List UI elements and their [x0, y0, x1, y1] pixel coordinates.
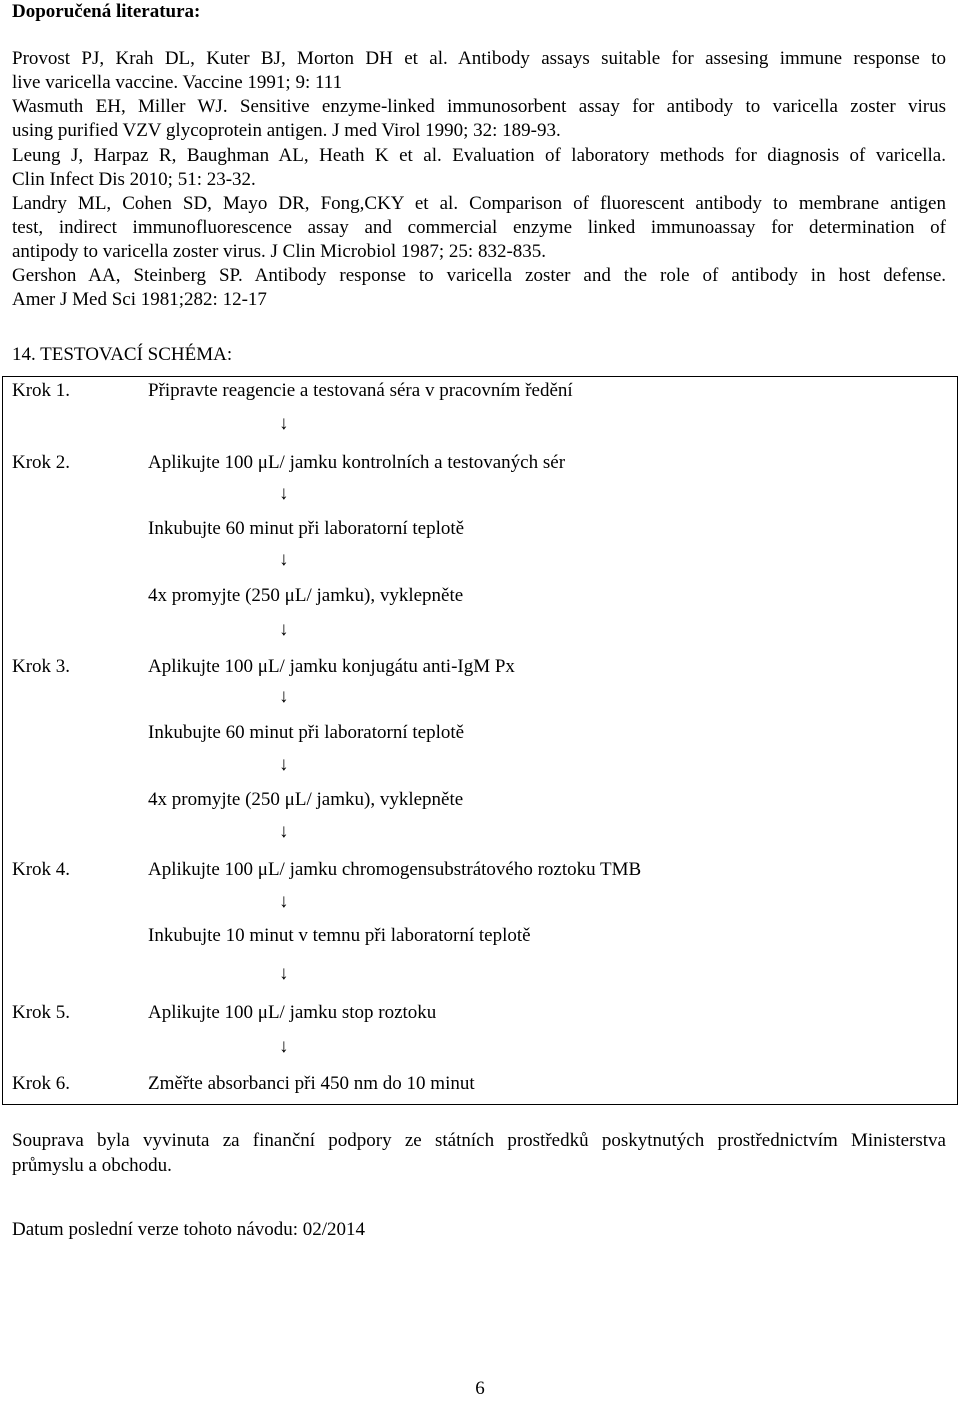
step-action: Změřte absorbanci při 450 nm do 10 minut — [148, 1073, 475, 1094]
reference-line: Landry ML, Cohen SD, Mayo DR, Fong,CKY et al. Comparison of fluorescent antibody to membrane antigen — [12, 193, 946, 214]
step-label: Krok 4. — [12, 859, 71, 880]
step-label: Krok 2. — [12, 452, 71, 473]
funding-note: průmyslu a obchodu. — [12, 1155, 172, 1176]
reference-line: Clin Infect Dis 2010; 51: 23-32. — [12, 169, 256, 190]
reference-line: using purified VZV glycoprotein antigen. J med Virol 1990; 32: 189-93. — [12, 120, 561, 141]
down-arrow-icon: ↓ — [279, 963, 289, 984]
reference-line: Wasmuth EH, Miller WJ. Sensitive enzyme-linked immunosorbent assay for antibody to varicella zoster virus — [12, 96, 946, 117]
step-action: Inkubujte 60 minut při laboratorní teplotě — [148, 518, 465, 539]
step-action: 4x promyjte (250 μL/ jamku), vyklepněte — [148, 789, 464, 810]
section-heading: 14. TESTOVACÍ SCHÉMA: — [12, 344, 233, 365]
reference-line: live varicella vaccine. Vaccine 1991; 9: 111 — [12, 72, 343, 93]
revision-date: Datum poslední verze tohoto návodu: 02/2014 — [12, 1219, 366, 1240]
reference-line: Amer J Med Sci 1981;282: 12-17 — [12, 289, 267, 310]
step-action: 4x promyjte (250 μL/ jamku), vyklepněte — [148, 585, 464, 606]
down-arrow-icon: ↓ — [279, 413, 289, 434]
reference-line: Leung J, Harpaz R, Baughman AL, Heath K et al. Evaluation of laboratory methods for diagnosis of varicella. — [12, 145, 946, 166]
reference-line: test, indirect immunofluorescence assay and commercial enzyme linked immunoassay for determination of — [12, 217, 946, 238]
down-arrow-icon: ↓ — [279, 686, 289, 707]
down-arrow-icon: ↓ — [279, 483, 289, 504]
down-arrow-icon: ↓ — [279, 619, 289, 640]
down-arrow-icon: ↓ — [279, 891, 289, 912]
step-label: Krok 1. — [12, 380, 71, 401]
page-number: 6 — [475, 1378, 485, 1399]
references-heading: Doporučená literatura: — [12, 1, 201, 22]
down-arrow-icon: ↓ — [279, 754, 289, 775]
step-action: Připravte reagencie a testovaná séra v pracovním ředění — [148, 380, 573, 401]
step-action: Aplikujte 100 μL/ jamku chromogensubstrátového roztoku TMB — [148, 859, 642, 880]
reference-line: Provost PJ, Krah DL, Kuter BJ, Morton DH et al. Antibody assays suitable for assesing immune response to — [12, 48, 946, 69]
down-arrow-icon: ↓ — [279, 549, 289, 570]
step-label: Krok 6. — [12, 1073, 71, 1094]
scheme-table — [2, 376, 958, 1105]
down-arrow-icon: ↓ — [279, 1036, 289, 1057]
step-action: Aplikujte 100 μL/ jamku kontrolních a testovaných sér — [148, 452, 566, 473]
reference-line: antipody to varicella zoster virus. J Clin Microbiol 1987; 25: 832-835. — [12, 241, 547, 262]
funding-note: Souprava byla vyvinuta za finanční podpory ze státních prostředků poskytnutých prostřednictvím Ministerstva — [12, 1130, 946, 1151]
step-label: Krok 5. — [12, 1002, 71, 1023]
down-arrow-icon: ↓ — [279, 821, 289, 842]
step-action: Aplikujte 100 μL/ jamku konjugátu anti-IgM Px — [148, 656, 515, 677]
step-action: Inkubujte 10 minut v temnu při laboratorní teplotě — [148, 925, 531, 946]
step-action: Aplikujte 100 μL/ jamku stop roztoku — [148, 1002, 437, 1023]
step-label: Krok 3. — [12, 656, 71, 677]
reference-line: Gershon AA, Steinberg SP. Antibody response to varicella zoster and the role of antibody in host defense. — [12, 265, 946, 286]
step-action: Inkubujte 60 minut při laboratorní teplotě — [148, 722, 465, 743]
